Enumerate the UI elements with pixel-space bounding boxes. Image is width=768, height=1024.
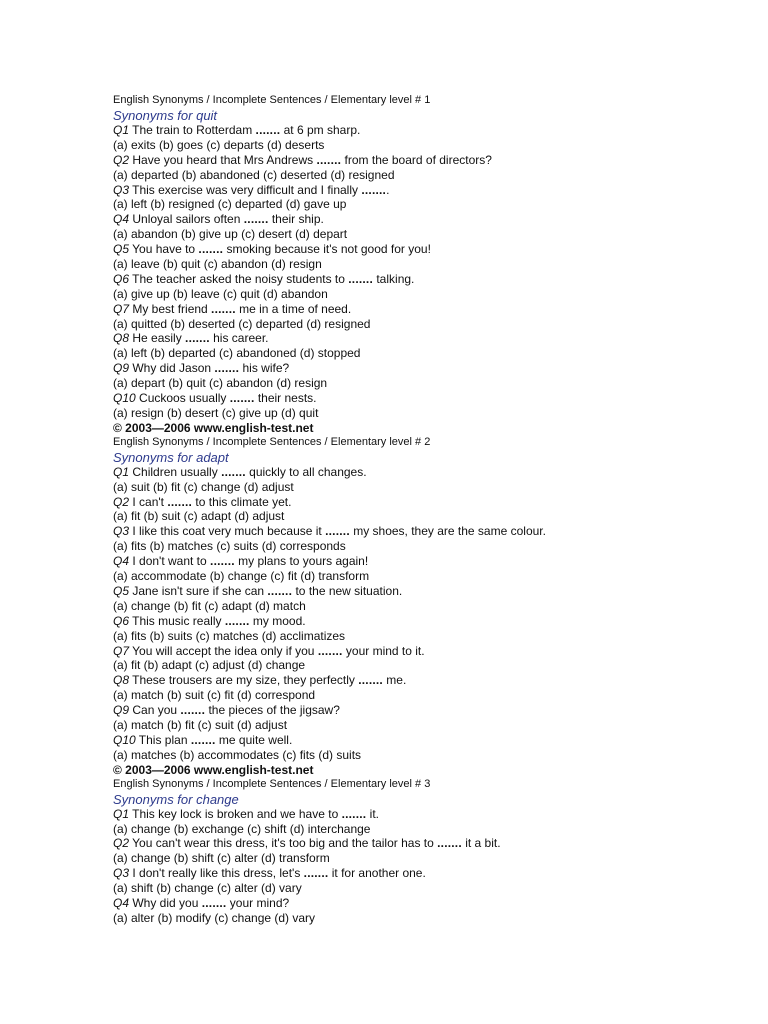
copyright-line: © 2003—2006 www.english-test.net — [113, 762, 314, 777]
question-number: Q10 — [113, 732, 136, 747]
question-text-after: my plans to yours again! — [234, 554, 369, 569]
question-line — [113, 153, 753, 168]
question-text-before: The teacher asked the noisy students to — [129, 271, 349, 286]
question-line — [113, 361, 753, 376]
question-number: Q4 — [113, 895, 130, 910]
question-text-after: his wife? — [239, 361, 290, 376]
question-text-after: from the board of directors? — [341, 152, 492, 167]
question-text-after: me. — [382, 673, 407, 688]
question-text-after: my shoes, they are the same colour. — [349, 524, 546, 539]
question-text-before: Why did Jason — [129, 361, 215, 376]
answer-options: (a) exits (b) goes (c) departs (d) deserts — [113, 137, 325, 152]
question-line — [113, 554, 753, 569]
question-line — [113, 703, 753, 718]
question-text-after: their nests. — [254, 391, 317, 406]
answer-options: (a) left (b) departed (c) abandoned (d) stopped — [113, 346, 361, 361]
answer-options: (a) accommodate (b) change (c) fit (d) transform — [113, 569, 370, 584]
question-text-before: My best friend — [129, 301, 212, 316]
exercise-section — [113, 93, 753, 435]
answer-options: (a) give up (b) leave (c) quit (d) abandon — [113, 286, 328, 301]
question-text-before: Can you — [129, 703, 181, 718]
answer-options: (a) shift (b) change (c) alter (d) vary — [113, 881, 302, 896]
answer-options: (a) departed (b) abandoned (c) deserted (d) resigned — [113, 167, 395, 182]
section-header: English Synonyms / Incomplete Sentences / Elementary level # 3 — [113, 777, 431, 790]
question-text-before: Children usually — [129, 464, 222, 479]
question-number: Q7 — [113, 643, 130, 658]
question-text-after: your mind? — [226, 895, 290, 910]
question-number: Q10 — [113, 391, 136, 406]
answer-blank: ....... — [229, 391, 255, 406]
question-number: Q3 — [113, 866, 130, 881]
question-line — [113, 272, 753, 287]
question-line — [113, 331, 753, 346]
answer-options: (a) fit (b) adapt (c) adjust (d) change — [113, 658, 306, 673]
question-text-before: This key lock is broken and we have to — [129, 806, 342, 821]
question-number: Q9 — [113, 703, 130, 718]
question-number: Q1 — [113, 123, 130, 137]
question-number: Q8 — [113, 673, 130, 688]
copyright-line: © 2003—2006 www.english-test.net — [113, 420, 314, 435]
answer-options: (a) matches (b) accommodates (c) fits (d) suits — [113, 747, 362, 762]
question-line — [113, 836, 753, 851]
question-text-after: at 6 pm sharp. — [280, 123, 361, 137]
question-line — [113, 495, 753, 510]
answer-blank: ....... — [361, 182, 387, 197]
question-number: Q1 — [113, 464, 130, 479]
answer-options: (a) leave (b) quit (c) abandon (d) resign — [113, 257, 322, 272]
question-text-after: it for another one. — [328, 866, 426, 881]
answer-options: (a) alter (b) modify (c) change (d) vary — [113, 910, 316, 925]
question-number: Q2 — [113, 152, 130, 167]
question-number: Q2 — [113, 494, 130, 509]
question-line — [113, 644, 753, 659]
answer-blank: ....... — [255, 123, 281, 137]
question-text-after: your mind to it. — [342, 643, 425, 658]
answer-options: (a) match (b) suit (c) fit (d) correspond — [113, 688, 316, 703]
answer-options: (a) fits (b) suits (c) matches (d) acclimatizes — [113, 628, 346, 643]
answer-blank: ....... — [317, 643, 343, 658]
question-text-after: talking. — [373, 271, 415, 286]
answer-blank: ....... — [185, 331, 210, 346]
answer-blank: ....... — [221, 464, 246, 479]
question-text-before: The train to Rotterdam — [129, 123, 256, 137]
question-text-after: me quite well. — [215, 732, 293, 747]
answer-options: (a) suit (b) fit (c) change (d) adjust — [113, 479, 294, 494]
answer-blank: ....... — [214, 361, 240, 376]
question-number: Q5 — [113, 242, 130, 257]
question-number: Q5 — [113, 583, 130, 598]
answer-blank: ....... — [167, 494, 193, 509]
question-text-before: These trousers are my size, they perfectly — [129, 673, 359, 688]
question-text-before: Cuckoos usually — [135, 391, 230, 406]
question-line — [113, 212, 753, 227]
question-text-before: You will accept the idea only if you — [129, 643, 318, 658]
question-text-before: Unloyal sailors often — [129, 212, 244, 227]
answer-blank: ....... — [211, 301, 236, 316]
answer-options: (a) left (b) resigned (c) departed (d) gave up — [113, 197, 347, 212]
question-text-before: You have to — [129, 242, 199, 257]
question-text-before: I can't — [129, 494, 168, 509]
question-text-before: This music really — [129, 613, 225, 628]
question-line — [113, 391, 753, 406]
answer-blank: ....... — [243, 212, 269, 227]
question-line — [113, 302, 753, 317]
answer-blank: ....... — [267, 583, 293, 598]
answer-blank: ....... — [190, 732, 216, 747]
question-text-after: quickly to all changes. — [245, 464, 367, 479]
answer-options: (a) abandon (b) give up (c) desert (d) depart — [113, 227, 348, 242]
section-header: English Synonyms / Incomplete Sentences / Elementary level # 2 — [113, 435, 431, 448]
question-line — [113, 465, 753, 480]
answer-blank: ....... — [341, 806, 367, 821]
answer-blank: ....... — [180, 703, 206, 718]
question-number: Q4 — [113, 212, 130, 227]
answer-options: (a) match (b) fit (c) suit (d) adjust — [113, 717, 288, 732]
question-number: Q8 — [113, 331, 130, 346]
question-text-before: I don't want to — [129, 554, 211, 569]
question-text-after: his career. — [209, 331, 269, 346]
question-text-after: my mood. — [249, 613, 306, 628]
answer-blank: ....... — [201, 895, 227, 910]
question-number: Q3 — [113, 524, 130, 539]
question-text-before: Why did you — [129, 895, 202, 910]
answer-blank: ....... — [358, 673, 383, 688]
question-line — [113, 807, 753, 822]
question-line — [113, 123, 753, 138]
exercise-section — [113, 435, 753, 777]
question-line — [113, 584, 753, 599]
question-number: Q2 — [113, 836, 130, 851]
answer-blank: ....... — [303, 866, 329, 881]
answer-options: (a) change (b) exchange (c) shift (d) interchange — [113, 821, 371, 836]
question-number: Q7 — [113, 301, 130, 316]
document-page — [113, 93, 753, 926]
answer-options: (a) depart (b) quit (c) abandon (d) resign — [113, 376, 328, 391]
question-text-after: it a bit. — [461, 836, 501, 851]
question-line — [113, 242, 753, 257]
question-line — [113, 673, 753, 688]
question-number: Q6 — [113, 613, 130, 628]
question-text-after: . — [386, 182, 390, 197]
question-number: Q3 — [113, 182, 130, 197]
section-header: English Synonyms / Incomplete Sentences / Elementary level # 1 — [113, 94, 431, 106]
exercise-section — [113, 777, 753, 926]
question-line — [113, 866, 753, 881]
answer-blank: ....... — [316, 152, 342, 167]
answer-blank: ....... — [325, 524, 350, 539]
section-subtitle: Synonyms for adapt — [113, 449, 229, 465]
question-line — [113, 614, 753, 629]
answer-blank: ....... — [348, 271, 374, 286]
answer-options: (a) fit (b) suit (c) adapt (d) adjust — [113, 509, 285, 524]
question-number: Q9 — [113, 361, 130, 376]
question-text-after: the pieces of the jigsaw? — [205, 703, 340, 718]
question-text-before: You can't wear this dress, it's too big and the tailor has to — [129, 836, 438, 851]
answer-options: (a) quitted (b) deserted (c) departed (d) resigned — [113, 316, 371, 331]
question-number: Q4 — [113, 554, 130, 569]
answer-options: (a) change (b) fit (c) adapt (d) match — [113, 598, 306, 613]
question-text-after: me in a time of need. — [235, 301, 352, 316]
answer-blank: ....... — [198, 242, 224, 257]
question-text-before: Have you heard that Mrs Andrews — [129, 152, 317, 167]
question-number: Q6 — [113, 271, 130, 286]
question-text-before: This plan — [135, 732, 191, 747]
answer-blank: ....... — [224, 613, 250, 628]
answer-options: (a) fits (b) matches (c) suits (d) corresponds — [113, 539, 346, 554]
question-line — [113, 896, 753, 911]
answer-blank: ....... — [437, 836, 462, 851]
question-line — [113, 733, 753, 748]
section-subtitle: Synonyms for change — [113, 791, 239, 807]
question-text-after: it. — [366, 806, 379, 821]
question-text-after: to this climate yet. — [192, 494, 292, 509]
question-line — [113, 183, 753, 198]
answer-options: (a) resign (b) desert (c) give up (d) quit — [113, 405, 319, 420]
question-text-before: Jane isn't sure if she can — [129, 583, 268, 598]
question-text-before: I like this coat very much because it — [129, 524, 326, 539]
section-subtitle: Synonyms for quit — [113, 108, 218, 123]
question-text-before: He easily — [129, 331, 186, 346]
answer-options: (a) change (b) shift (c) alter (d) transform — [113, 851, 330, 866]
question-text-before: This exercise was very difficult and I finally — [129, 182, 362, 197]
question-text-after: their ship. — [268, 212, 324, 227]
answer-blank: ....... — [210, 554, 235, 569]
question-number: Q1 — [113, 806, 130, 821]
question-text-before: I don't really like this dress, let's — [129, 866, 304, 881]
question-line — [113, 524, 753, 539]
question-text-after: smoking because it's not good for you! — [223, 242, 431, 257]
question-text-after: to the new situation. — [292, 583, 403, 598]
